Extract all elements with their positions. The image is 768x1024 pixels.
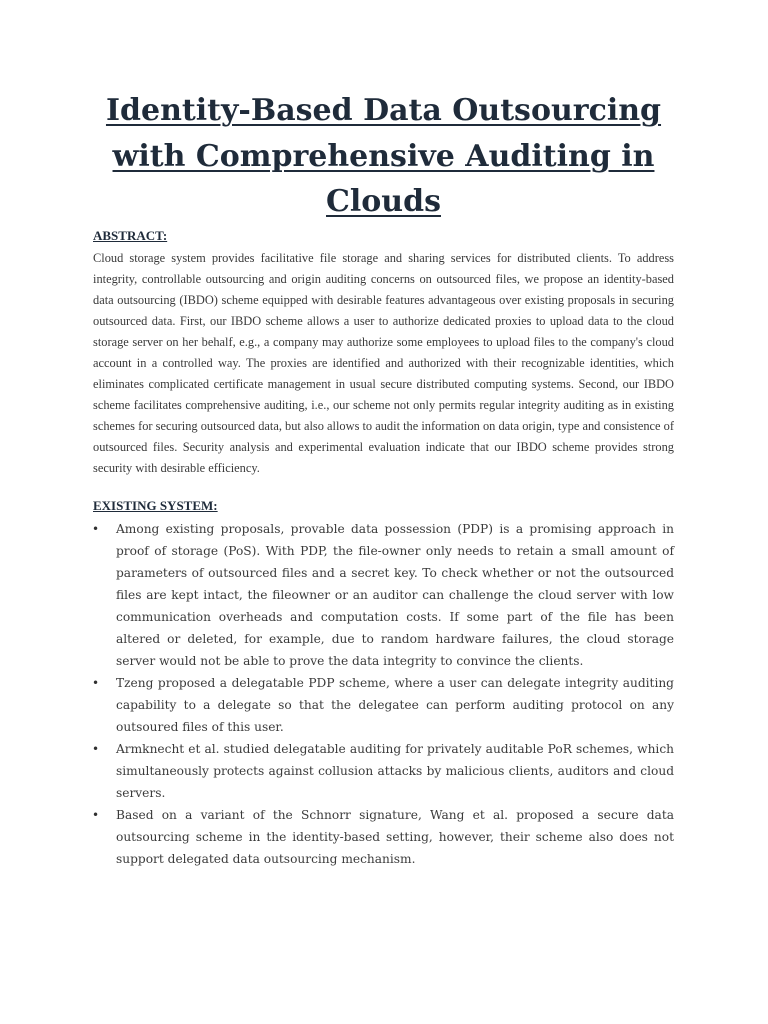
document-title <box>93 88 674 225</box>
existing-system-heading: EXISTING SYSTEM: <box>93 497 218 513</box>
list-item-text: Based on a variant of the Schnorr signature, Wang et al. proposed a secure data outsourcing scheme in the identity-based setting, however, their scheme also does not support delegated data outsourcing mechanism. <box>116 807 674 866</box>
list-item-text: Tzeng proposed a delegatable PDP scheme, where a user can delegate integrity auditing capability to a delegate so that the delegatee can perform auditing protocol on any outsoured files of this user. <box>116 675 674 734</box>
title-line-3: Clouds <box>326 184 441 219</box>
bullet-icon: • <box>92 807 100 822</box>
existing-system-list <box>93 518 674 870</box>
list-item <box>93 804 674 870</box>
abstract-text: Cloud storage system provides facilitative file storage and sharing services for distributed clients. To address integrity, controllable outsourcing and origin auditing concerns on outsourced files, we propose an identity-based data outsourcing (IBDO) scheme equipped with desirable features advantageous over existing proposals in securing outsourced data. First, our IBDO scheme allows a user to authorize dedicated proxies to upload data to the cloud storage server on her behalf, e.g., a company may authorize some employees to upload files to the company's cloud account in a controlled way. The proxies are identified and authorized with their recognizable identities, which eliminates complicated certificate management in usual secure distributed computing systems. Second, our IBDO scheme facilitates comprehensive auditing, i.e., our scheme not only permits regular integrity auditing as in existing schemes for securing outsourced data, but also allows to audit the information on data origin, type and consistence of outsourced files. Security analysis and experimental evaluation indicate that our IBDO scheme provides strong security with desirable efficiency. <box>93 250 674 475</box>
abstract-heading: ABSTRACT: <box>93 227 168 243</box>
list-item-text: Armknecht et al. studied delegatable auditing for privately auditable PoR schemes, which simultaneously protects against collusion attacks by malicious clients, auditors and cloud servers. <box>116 741 674 800</box>
title-line-2: with Comprehensive Auditing in <box>112 138 655 174</box>
bullet-icon: • <box>92 521 100 536</box>
title-line-1: Identity-Based Data Outsourcing <box>105 93 662 128</box>
bullet-icon: • <box>92 675 100 690</box>
list-item <box>93 738 674 804</box>
list-item <box>93 518 674 672</box>
list-item <box>93 672 674 738</box>
bullet-icon: • <box>92 741 100 756</box>
list-item-text: Among existing proposals, provable data possession (PDP) is a promising approach in proof of storage (PoS). With PDP, the file-owner only needs to retain a small amount of parameters of outsourced files and a secret key. To check whether or not the outsourced files are kept intact, the fileowner or an auditor can challenge the cloud server with low communication overheads and computation costs. If some part of the file has been altered or deleted, for example, due to random hardware failures, the cloud storage server would not be able to prove the data integrity to convince the clients. <box>116 521 674 668</box>
